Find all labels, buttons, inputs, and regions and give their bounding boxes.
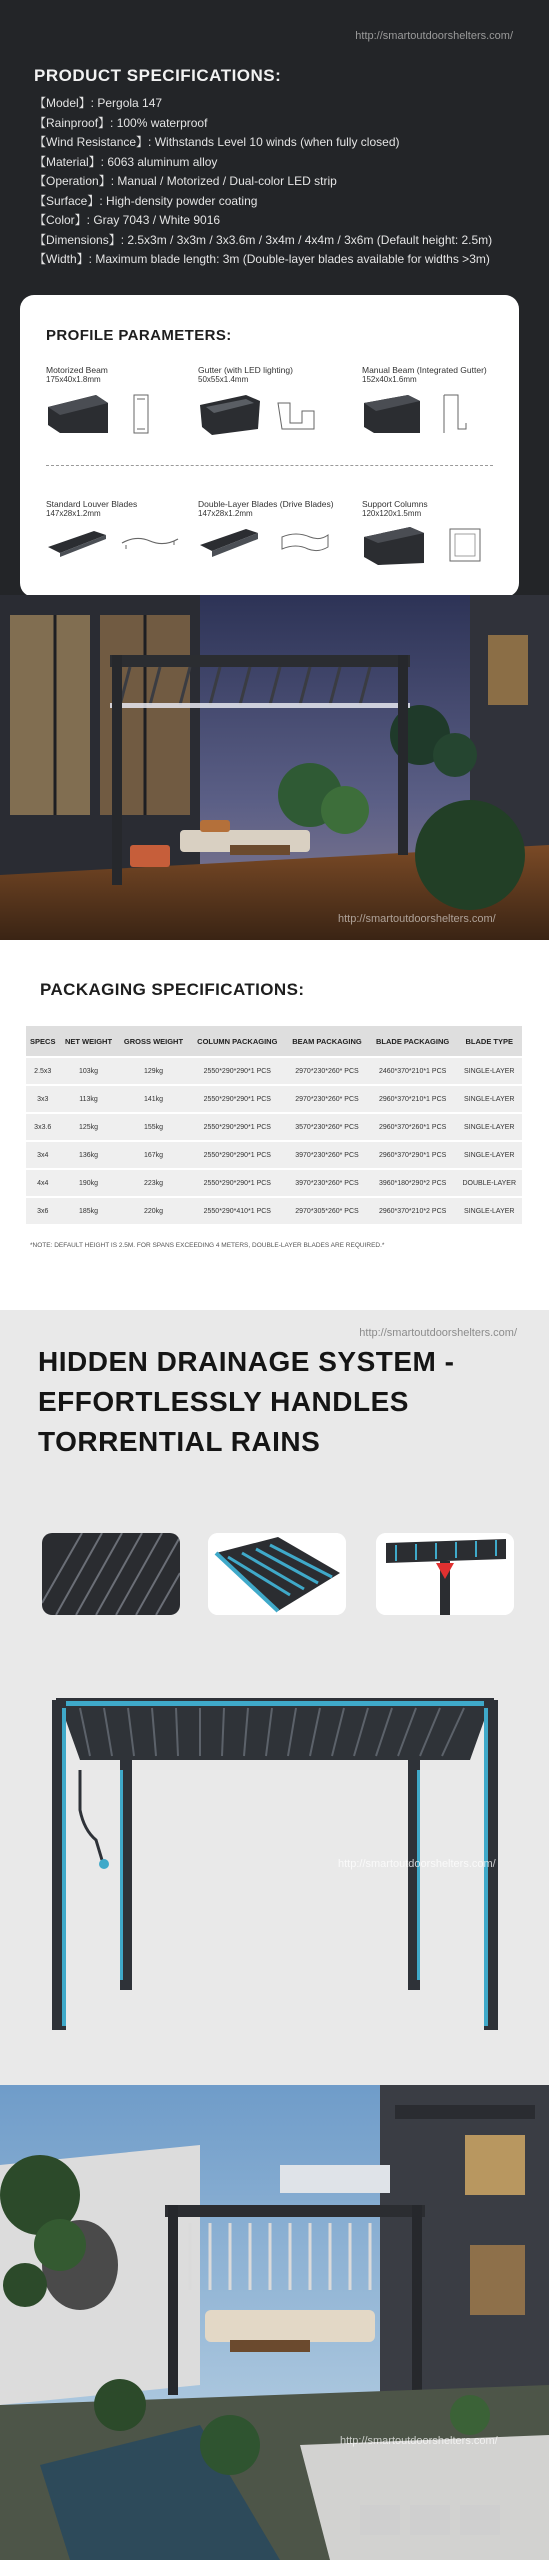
drainage-section [0,1310,549,2085]
table-row [26,1114,522,1140]
table-cell: 155kg [118,1114,190,1140]
product-specifications-section [0,0,549,595]
table-cell: SINGLE-LAYER [457,1086,522,1112]
profile-gutter [198,365,348,439]
diagram-watermark: http://smartoutdoorshelters.com/ [338,1858,496,1870]
profile-dims: 147x28x1.2mm [46,509,101,518]
column-header: NET WEIGHT [59,1026,117,1056]
table-cell: SINGLE-LAYER [457,1114,522,1140]
profile-title: PROFILE PARAMETERS: [46,327,232,344]
louver-blade-icon [46,523,186,563]
table-cell: 2960*370*260*1 PCS [369,1114,457,1140]
corner-drain-image [376,1533,514,1615]
column-profile-icon [362,523,492,567]
table-cell: 3x6 [26,1198,59,1224]
table-row [26,1142,522,1168]
table-cell: 4x4 [26,1170,59,1196]
packaging-note: *NOTE: DEFAULT HEIGHT IS 2.5M. FOR SPANS EXCEEDING 4 METERS, DOUBLE-LAYER BLADES ARE REQUIRED.* [30,1242,385,1249]
table-cell: 125kg [59,1114,117,1140]
profile-name: Gutter (with LED lighting) [198,365,293,375]
table-cell: 2550*290*410*1 PCS [189,1198,285,1224]
site-url[interactable]: http://smartoutdoorshelters.com/ [359,1327,517,1339]
profile-dims: 152x40x1.6mm [362,375,417,384]
beam-profile-icon [46,389,166,439]
table-cell: 2550*290*290*1 PCS [189,1170,285,1196]
table-cell: 190kg [59,1170,117,1196]
table-cell: 2960*370*210*1 PCS [369,1086,457,1112]
pergola-terrace-photo [0,595,549,940]
profile-standard-blade [46,499,196,563]
table-cell: 113kg [59,1086,117,1112]
packaging-table [26,1024,522,1226]
table-cell: DOUBLE-LAYER [457,1170,522,1196]
spec-item-material: 【Material】: 6063 aluminum alloy [34,154,218,169]
table-cell: SINGLE-LAYER [457,1058,522,1084]
profile-name: Support Columns [362,499,428,509]
table-row [26,1086,522,1112]
profile-manual-beam [362,365,512,439]
table-cell: 2970*305*260* PCS [285,1198,369,1224]
table-cell: 2960*370*290*1 PCS [369,1142,457,1168]
table-cell: 3x3.6 [26,1114,59,1140]
table-cell: SINGLE-LAYER [457,1142,522,1168]
site-url[interactable]: http://smartoutdoorshelters.com/ [355,30,513,42]
profile-divider [46,465,493,466]
profile-name: Double-Layer Blades (Drive Blades) [198,499,334,509]
table-cell: 220kg [118,1198,190,1224]
table-cell: 3570*230*260* PCS [285,1114,369,1140]
table-cell: 167kg [118,1142,190,1168]
table-cell: 2960*370*210*2 PCS [369,1198,457,1224]
table-row [26,1058,522,1084]
spec-item-color: 【Color】: Gray 7043 / White 9016 [34,213,221,227]
table-cell: 2550*290*290*1 PCS [189,1058,285,1084]
profile-dims: 120x120x1.5mm [362,509,422,518]
table-cell: 223kg [118,1170,190,1196]
table-cell: 129kg [118,1058,190,1084]
profile-name: Motorized Beam [46,365,108,375]
spec-item-dimensions: 【Dimensions】: 2.5x3m / 3x3m / 3x3.6m / 3x4m / 4x4m / 3x6m (Default height: 2.5m) [34,232,493,247]
table-cell: SINGLE-LAYER [457,1198,522,1224]
table-cell: 141kg [118,1086,190,1112]
photo-watermark: http://smartoutdoorshelters.com/ [338,913,496,925]
column-header: BLADE PACKAGING [369,1026,457,1056]
profile-support-column [362,499,512,567]
column-header: GROSS WEIGHT [118,1026,190,1056]
manual-beam-profile-icon [362,389,482,439]
gutter-profile-icon [198,389,328,439]
table-header-row [26,1026,522,1056]
drainage-title: HIDDEN DRAINAGE SYSTEM - EFFORTLESSLY HANDLES TORRENTIAL RAINS [38,1346,455,1457]
spec-item-operation: 【Operation】: Manual / Motorized / Dual-color LED strip [34,174,337,188]
table-cell: 2970*230*260* PCS [285,1058,369,1084]
spec-title: PRODUCT SPECIFICATIONS: [34,66,282,85]
spec-item-rainproof: 【Rainproof】: 100% waterproof [34,115,208,130]
profile-parameters-card [20,295,519,597]
table-row [26,1170,522,1196]
table-cell: 2460*370*210*1 PCS [369,1058,457,1084]
table-cell: 3970*230*260* PCS [285,1142,369,1168]
spec-item-surface: 【Surface】: High-density powder coating [34,193,258,208]
double-blade-icon [198,523,338,563]
gutter-flow-image [208,1533,346,1615]
drainage-thumb-corner [376,1533,514,1615]
table-cell: 2550*290*290*1 PCS [189,1114,285,1140]
profile-dims: 147x28x1.2mm [198,509,253,518]
profile-double-blade [198,499,348,563]
column-header: SPECS [26,1026,59,1056]
table-cell: 3960*180*290*2 PCS [369,1170,457,1196]
table-cell: 2970*230*260* PCS [285,1086,369,1112]
profile-name: Standard Louver Blades [46,499,138,509]
spec-item-wind: 【Wind Resistance】: Withstands Level 10 winds (when fully closed) [34,135,400,149]
column-header: BLADE TYPE [457,1026,522,1056]
drainage-thumb-blades [42,1533,180,1615]
pergola-night-scene-image [0,595,549,940]
drainage-thumb-gutter-flow [208,1533,346,1615]
table-cell: 2550*290*290*1 PCS [189,1142,285,1168]
table-row [26,1198,522,1224]
spec-item-model: 【Model】: Pergola 147 [34,96,163,110]
table-cell: 185kg [59,1198,117,1224]
table-cell: 2550*290*290*1 PCS [189,1086,285,1112]
spec-list [34,94,492,270]
profile-dims: 50x55x1.4mm [198,375,249,384]
table-cell: 3x4 [26,1142,59,1168]
table-cell: 103kg [59,1058,117,1084]
packaging-title: PACKAGING SPECIFICATIONS: [40,980,305,999]
profile-motorized-beam [46,365,196,439]
table-cell: 3x3 [26,1086,59,1112]
profile-dims: 175x40x1.8mm [46,375,101,384]
column-header: COLUMN PACKAGING [189,1026,285,1056]
pergola-courtyard-photo [0,2085,549,2560]
profile-name: Manual Beam (Integrated Gutter) [362,365,487,375]
packaging-specifications-section [0,940,549,1310]
spec-item-width: 【Width】: Maximum blade length: 3m (Double-layer blades available for widths >3m) [34,252,490,266]
table-cell: 136kg [59,1142,117,1168]
blades-closeup-image [42,1533,180,1615]
pergola-courtyard-image [0,2085,549,2560]
column-header: BEAM PACKAGING [285,1026,369,1056]
photo-watermark: http://smartoutdoorshelters.com/ [340,2435,498,2447]
table-cell: 2.5x3 [26,1058,59,1084]
table-cell: 3970*230*260* PCS [285,1170,369,1196]
